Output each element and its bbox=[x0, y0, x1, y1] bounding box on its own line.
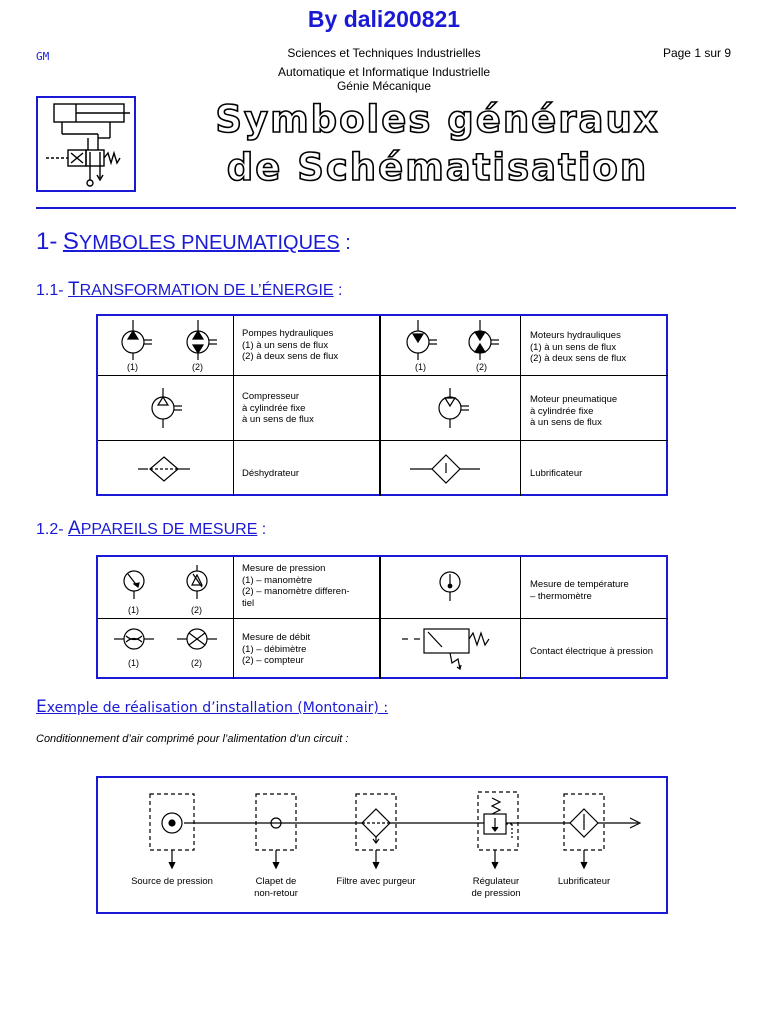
banner-title: By dali200821 bbox=[307, 6, 461, 32]
flowmeter-label-1: (1) bbox=[128, 658, 139, 668]
pressure-switch-icon bbox=[380, 619, 520, 679]
check-valve-label: Clapet de non-retour bbox=[254, 876, 298, 899]
motor-label-2: (2) bbox=[476, 362, 487, 372]
pump-label-2: (2) bbox=[192, 362, 203, 372]
example-caption: Conditionnement d’air comprimé pour l’alimentation d’un circuit : bbox=[36, 733, 349, 745]
manometer-label-2: (2) bbox=[191, 605, 202, 615]
title-divider bbox=[36, 207, 736, 209]
lubricator-description: Lubrificateur bbox=[530, 468, 583, 479]
energy-symbols-table bbox=[96, 314, 668, 496]
pneumatic-motor-icon bbox=[380, 376, 520, 440]
hydraulic-pump-icon bbox=[98, 316, 233, 375]
measurement-table bbox=[96, 555, 668, 679]
pressure-description: Mesure de pression (1) – manomètre (2) – manomètre differen- tiel bbox=[242, 563, 350, 609]
logo bbox=[36, 96, 136, 192]
flowmeter-label-2: (2) bbox=[191, 658, 202, 668]
flowmeter-icon bbox=[98, 619, 233, 679]
title-line-2: de Schématisation bbox=[226, 146, 649, 189]
header-line-1: Sciences et Techniques Industrielles bbox=[287, 46, 481, 60]
pumps-description: Pompes hydrauliques (1) à un sens de flux (2) à deux sens de flux bbox=[242, 328, 339, 362]
dehydrator-description: Déshydrateur bbox=[242, 468, 300, 479]
circuit-schematic bbox=[98, 778, 666, 912]
section-1-2-heading: 1.2- APPAREILS DE MESURE : bbox=[36, 518, 267, 539]
manometer-icon bbox=[98, 557, 233, 618]
thermometer-icon bbox=[380, 557, 520, 618]
header-left-tag: GM bbox=[36, 50, 50, 63]
dehydrator-icon bbox=[98, 441, 233, 496]
title-line-1: Symboles généraux bbox=[215, 98, 660, 141]
filter-label: Filtre avec purgeur bbox=[336, 876, 416, 887]
lubricator-label: Lubrificateur bbox=[557, 876, 611, 887]
compressor-icon bbox=[98, 376, 378, 440]
pneumatic-motor-description: Moteur pneumatique à cylindrée fixe à un sens de flux bbox=[530, 394, 618, 428]
section-1-heading: 1- SYMBOLES PNEUMATIQUES : bbox=[36, 228, 351, 255]
source-label: Source de pression bbox=[131, 876, 213, 887]
temperature-description: Mesure de température – thermomètre bbox=[530, 579, 629, 602]
page-number: Page 1 sur 9 bbox=[662, 46, 731, 60]
pump-label-1: (1) bbox=[127, 362, 138, 372]
section-1-1-heading: 1.1- TRANSFORMATION DE L’ÉNERGIE : bbox=[36, 279, 343, 300]
manometer-label-1: (1) bbox=[128, 605, 139, 615]
regulator-label: Régulateur de pression bbox=[471, 876, 521, 899]
hydraulic-motor-icon bbox=[380, 316, 520, 375]
air-conditioning-diagram bbox=[96, 776, 668, 914]
compressor-description: Compresseur à cylindrée fixe à un sens de flux bbox=[242, 391, 314, 425]
example-heading: Exemple de réalisation d’installation (Montonair) : bbox=[36, 697, 389, 717]
cylinder-valve-icon bbox=[38, 98, 134, 190]
header-line-3: Génie Mécanique bbox=[336, 79, 432, 93]
header-line-2: Automatique et Informatique Industrielle bbox=[277, 65, 491, 79]
pressure-switch-description: Contact électrique à pression bbox=[530, 646, 654, 657]
motors-description: Moteurs hydrauliques (1) à un sens de flux (2) à deux sens de flux bbox=[530, 330, 627, 364]
lubricator-icon bbox=[380, 441, 520, 496]
flow-description: Mesure de débit (1) – débimètre (2) – compteur bbox=[242, 632, 311, 666]
motor-label-1: (1) bbox=[415, 362, 426, 372]
